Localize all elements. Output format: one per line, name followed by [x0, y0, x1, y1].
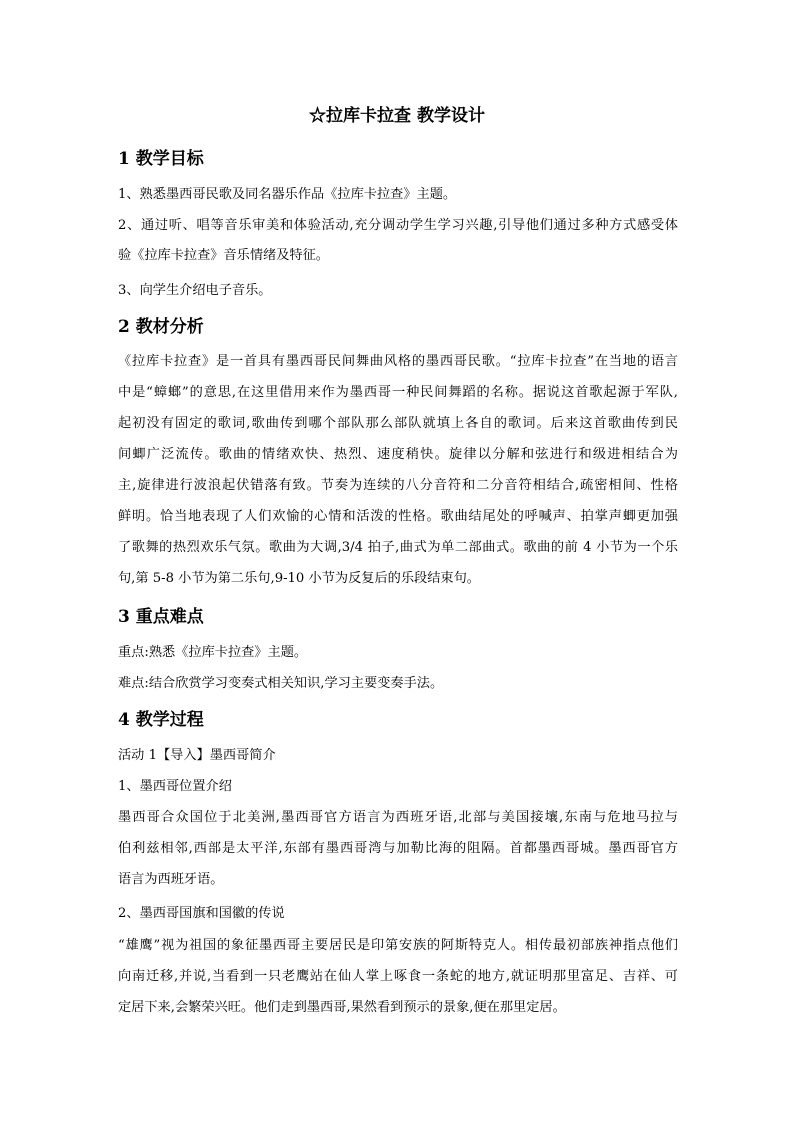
- paragraph-line: 3、向学生介绍电子音乐。: [118, 283, 272, 298]
- paragraph-line: 鲜明。恰当地表现了人们欢愉的心情和活泼的性格。歌曲结尾处的呼喊声、拍掌声蝍更加强: [118, 509, 678, 524]
- paragraph-line: 1、墨西哥位置介绍: [118, 779, 232, 794]
- paragraph-line: 定居下来,会繁荣兴旺。他们走到墨西哥,果然看到预示的景象,便在那里定居。: [118, 1000, 566, 1015]
- document-title: ☆拉库卡拉查 教学设计: [309, 106, 485, 126]
- paragraph-line: 《拉库卡拉查》是一首具有墨西哥民间舞曲风格的墨西哥民歌。“拉库卡拉查”在当地的语言: [118, 354, 678, 369]
- paragraph-line: 句,第 5-8 小节为第二乐句,9-10 小节为反复后的乐段结束句。: [118, 571, 480, 586]
- paragraph-line: 起初没有固定的歌词,歌曲传到哪个部队那么部队就填上各自的歌词。后来这首歌曲传到民: [118, 416, 678, 431]
- paragraph-line: 语言为西班牙语。: [118, 872, 224, 887]
- paragraph-line: 难点:结合欣赏学习变奏式相关知识,学习主要变奏手法。: [118, 676, 444, 691]
- paragraph-line: 伯利兹相邻,西部是太平洋,东部有墨西哥湾与加勒比海的阻隔。首都墨西哥城。墨西哥官方: [118, 841, 678, 856]
- paragraph-line: 活动 1【导入】墨西哥简介: [118, 748, 276, 763]
- section-heading-key-points: 3 重点难点: [118, 607, 204, 627]
- paragraph-line: “雄鹰”视为祖国的象征墨西哥主要居民是印第安族的阿斯特克人。相传最初部族神指点他们: [118, 938, 678, 953]
- paragraph-line: 1、熟悉墨西哥民歌及同名器乐作品《拉库卡拉查》主题。: [118, 187, 457, 202]
- paragraph-line: 2、通过听、唱等音乐审美和体验活动,充分调动学生学习兴趣,引导他们通过多种方式感受体: [118, 218, 678, 233]
- paragraph-line: 了歌舞的热烈欢乐气氛。歌曲为大调,3/4 拍子,曲式为单二部曲式。歌曲的前 4 小节为一个乐: [118, 540, 678, 555]
- paragraph-line: 重点:熟悉《拉库卡拉查》主题。: [118, 645, 308, 660]
- section-heading-objectives: 1 教学目标: [118, 149, 204, 169]
- paragraph-line: 中是“蟑螂”的意思,在这里借用来作为墨西哥一种民间舞蹈的名称。据说这首歌起源于军队,: [118, 385, 678, 400]
- paragraph-line: 墨西哥合众国位于北美洲,墨西哥官方语言为西班牙语,北部与美国接壤,东南与危地马拉与: [118, 810, 678, 825]
- paragraph-line: 向南迁移,并说,当看到一只老鹰站在仙人掌上啄食一条蛇的地方,就证明那里富足、吉祥、可: [118, 969, 678, 984]
- section-heading-analysis: 2 教材分析: [118, 317, 204, 337]
- paragraph-line: 2、墨西哥国旗和国徽的传说: [118, 906, 285, 921]
- paragraph-line: 主,旋律进行波浪起伏错落有致。节奏为连续的八分音符和二分音符相结合,疏密相间、性格: [118, 478, 678, 493]
- section-heading-process: 4 教学过程: [118, 710, 204, 730]
- paragraph-line: 验《拉库卡拉查》音乐情绪及特征。: [118, 248, 329, 263]
- paragraph-line: 间蝍广泛流传。歌曲的情绪欢快、热烈、速度稍快。旋律以分解和弦进行和级进相结合为: [118, 447, 678, 462]
